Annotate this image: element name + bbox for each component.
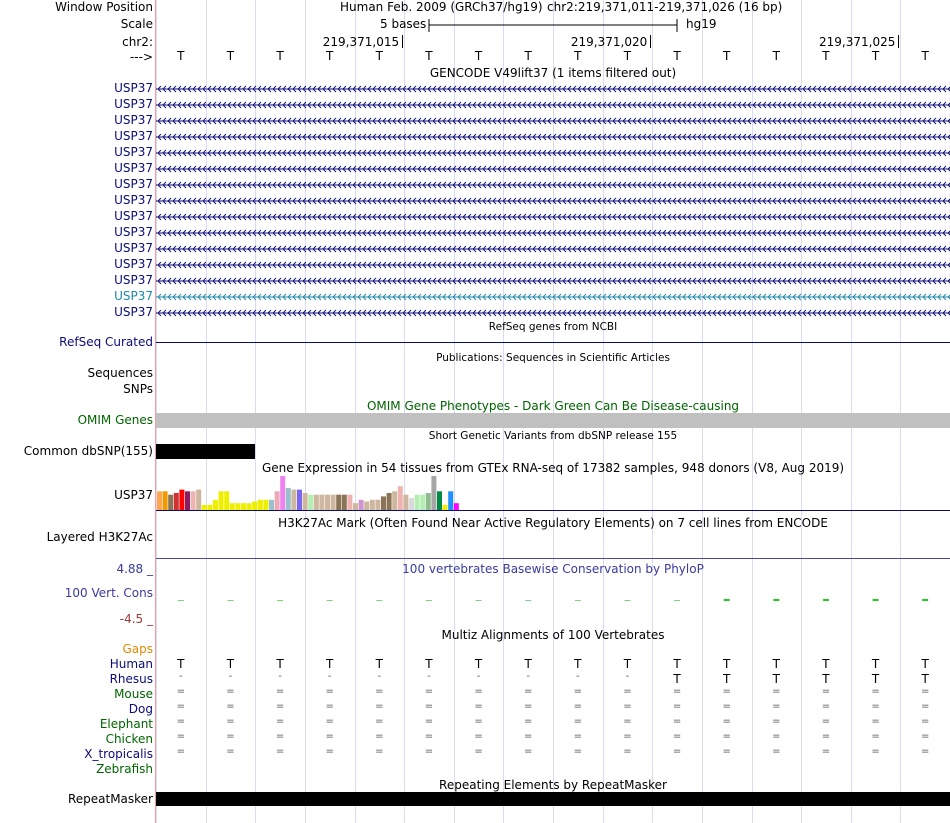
multiz-base: = bbox=[672, 701, 682, 712]
refseq-label[interactable]: RefSeq Curated bbox=[59, 335, 153, 349]
gtex-tissue-bar[interactable] bbox=[297, 490, 302, 510]
gtex-tissue-bar[interactable] bbox=[437, 491, 442, 510]
gencode-gene-label[interactable]: USP37 bbox=[114, 81, 153, 95]
multiz-gaps-label[interactable]: Gaps bbox=[122, 642, 153, 656]
gtex-tissue-bar[interactable] bbox=[375, 500, 380, 510]
scale-text: 5 bases bbox=[380, 17, 427, 31]
gtex-tissue-bar[interactable] bbox=[230, 503, 235, 510]
gtex-tissue-bar[interactable] bbox=[263, 500, 268, 510]
gencode-transcript-feature[interactable] bbox=[156, 306, 950, 320]
multiz-base: = bbox=[275, 716, 285, 727]
gtex-tissue-bar[interactable] bbox=[448, 491, 453, 510]
multiz-base: = bbox=[375, 701, 384, 712]
h3k27ac-label[interactable]: Layered H3K27Ac bbox=[46, 530, 153, 544]
omim-title: OMIM Gene Phenotypes - Dark Green Can Be Disease-causing bbox=[366, 399, 740, 413]
multiz-base: = bbox=[722, 731, 731, 742]
multiz-base: T bbox=[921, 672, 929, 686]
dbsnp-feature[interactable] bbox=[156, 444, 255, 459]
multiz-base: = bbox=[226, 686, 235, 697]
gtex-tissue-bar[interactable] bbox=[196, 490, 201, 510]
base-letter: T bbox=[871, 49, 880, 63]
multiz-base: = bbox=[474, 686, 483, 697]
multiz-base: = bbox=[672, 686, 682, 697]
multiz-base: = bbox=[573, 731, 582, 742]
phylop-score-mark bbox=[476, 600, 482, 601]
multiz-base: = bbox=[623, 701, 632, 712]
multiz-base: T bbox=[723, 672, 731, 686]
gtex-tissue-bar[interactable] bbox=[314, 495, 319, 510]
multiz-base: = bbox=[375, 686, 384, 697]
phylop-score-mark bbox=[227, 600, 233, 601]
multiz-base: = bbox=[772, 686, 781, 697]
multiz-base: T bbox=[772, 657, 780, 671]
multiz-base: = bbox=[573, 746, 582, 757]
gtex-tissue-bar[interactable] bbox=[202, 505, 207, 510]
multiz-base: = bbox=[424, 716, 434, 727]
multiz-base: = bbox=[871, 731, 880, 742]
multiz-base: = bbox=[871, 701, 880, 712]
scale-bar bbox=[428, 17, 680, 33]
gtex-tissue-bar[interactable] bbox=[325, 495, 330, 510]
gencode-transcript-feature[interactable] bbox=[156, 98, 950, 112]
ruler-tick-label: 219,371,025 bbox=[819, 35, 896, 49]
multiz-base: T bbox=[474, 657, 483, 671]
gencode-transcript-feature[interactable] bbox=[156, 114, 950, 128]
gtex-tissue-bar[interactable] bbox=[258, 500, 263, 510]
phylop-score-mark bbox=[724, 599, 730, 601]
gencode-gene-label[interactable]: USP37 bbox=[114, 257, 153, 271]
gtex-tissue-bar[interactable] bbox=[163, 491, 168, 510]
gtex-tissue-bar[interactable] bbox=[224, 491, 229, 510]
gencode-gene-label[interactable]: USP37 bbox=[114, 225, 153, 239]
multiz-base: = bbox=[821, 701, 831, 712]
dbsnp-title: Short Genetic Variants from dbSNP release 155 bbox=[428, 430, 678, 442]
phylop-score-mark bbox=[525, 600, 531, 601]
multiz-base: T bbox=[822, 657, 830, 671]
gencode-transcript-feature[interactable] bbox=[156, 290, 950, 304]
multiz-base: = bbox=[672, 716, 682, 727]
gtex-tissue-bar[interactable] bbox=[353, 503, 358, 510]
gtex-tissue-bar[interactable] bbox=[252, 502, 257, 511]
gtex-tissue-bar[interactable] bbox=[398, 486, 403, 510]
multiz-base: = bbox=[474, 731, 483, 742]
gencode-gene-label[interactable]: USP37 bbox=[114, 97, 153, 111]
multiz-base: = bbox=[722, 701, 731, 712]
strand-label: ---> bbox=[129, 50, 153, 64]
gtex-tissue-bar[interactable] bbox=[219, 491, 224, 510]
multiz-base: T bbox=[226, 657, 235, 671]
repeatmasker-label[interactable]: RepeatMasker bbox=[67, 792, 153, 806]
base-letter: T bbox=[822, 49, 830, 63]
gtex-tissue-bar[interactable] bbox=[185, 491, 190, 510]
gencode-gene-label[interactable]: USP37 bbox=[114, 289, 153, 303]
gencode-gene-label[interactable]: USP37 bbox=[114, 177, 153, 191]
multiz-base: = bbox=[920, 746, 930, 757]
gtex-tissue-bar[interactable] bbox=[387, 493, 392, 510]
multiz-base: = bbox=[176, 746, 185, 757]
gtex-tissue-bar[interactable] bbox=[403, 495, 408, 510]
multiz-base: = bbox=[176, 686, 185, 697]
gtex-tissue-bar[interactable] bbox=[431, 476, 436, 510]
gencode-transcript-feature[interactable] bbox=[156, 146, 950, 160]
gencode-transcript-feature[interactable] bbox=[156, 194, 950, 208]
multiz-base: - bbox=[228, 671, 233, 682]
multiz-base: = bbox=[772, 701, 781, 712]
gtex-tissue-bar[interactable] bbox=[381, 496, 386, 510]
gtex-tissue-bar[interactable] bbox=[342, 495, 347, 510]
gtex-tissue-bar[interactable] bbox=[319, 495, 324, 510]
multiz-base: = bbox=[375, 746, 384, 757]
multiz-base: = bbox=[474, 716, 483, 727]
multiz-base: = bbox=[523, 746, 533, 757]
multiz-base: - bbox=[526, 671, 530, 682]
multiz-base: - bbox=[327, 671, 332, 682]
phylop-score-mark bbox=[674, 600, 680, 601]
multiz-base: T bbox=[276, 657, 284, 671]
multiz-base: = bbox=[573, 716, 582, 727]
gtex-tissue-bar[interactable] bbox=[426, 493, 431, 510]
dbsnp-label[interactable]: Common dbSNP(155) bbox=[23, 444, 153, 458]
gtex-tissue-bar[interactable] bbox=[174, 493, 179, 510]
multiz-base: = bbox=[920, 701, 930, 712]
db-text: hg19 bbox=[686, 17, 717, 31]
phylop-score-mark bbox=[823, 599, 829, 601]
gtex-tissue-bar[interactable] bbox=[241, 503, 246, 510]
multiz-species-label[interactable]: Elephant bbox=[99, 717, 153, 731]
multiz-base: - bbox=[377, 671, 382, 682]
multiz-base: = bbox=[821, 686, 831, 697]
gencode-gene-label[interactable]: USP37 bbox=[114, 145, 153, 159]
multiz-base: = bbox=[226, 716, 235, 727]
gtex-tissue-bar[interactable] bbox=[213, 500, 218, 510]
multiz-base: = bbox=[375, 716, 384, 727]
multiz-base: = bbox=[623, 686, 632, 697]
gencode-gene-label[interactable]: USP37 bbox=[114, 305, 153, 319]
multiz-base: = bbox=[325, 746, 334, 757]
multiz-base: = bbox=[226, 731, 235, 742]
gencode-title: GENCODE V49lift37 (1 items filtered out) bbox=[429, 66, 677, 80]
gtex-label[interactable]: USP37 bbox=[114, 488, 153, 502]
gencode-transcript-feature[interactable] bbox=[156, 82, 950, 96]
gencode-transcript-feature[interactable] bbox=[156, 162, 950, 176]
refseq-feature[interactable] bbox=[156, 342, 950, 343]
gencode-gene-label[interactable]: USP37 bbox=[114, 129, 153, 143]
multiz-base: T bbox=[871, 657, 880, 671]
multiz-base: T bbox=[524, 657, 532, 671]
gtex-title: Gene Expression in 54 tissues from GTEx RNA-seq of 17382 samples, 948 donors (V8, Aug 2019) bbox=[261, 461, 845, 475]
gtex-tissue-bar[interactable] bbox=[157, 491, 162, 510]
gtex-tissue-bar[interactable] bbox=[347, 495, 352, 510]
gencode-transcript-feature[interactable] bbox=[156, 210, 950, 224]
gtex-tissue-bar[interactable] bbox=[286, 488, 291, 510]
multiz-species-label[interactable]: Dog bbox=[128, 702, 153, 716]
base-letter: T bbox=[921, 49, 929, 63]
gtex-tissue-bar[interactable] bbox=[303, 493, 308, 510]
multiz-base: = bbox=[722, 746, 731, 757]
gtex-tissue-bar[interactable] bbox=[331, 495, 336, 510]
multiz-base: = bbox=[325, 686, 334, 697]
gencode-transcript-feature[interactable] bbox=[156, 226, 950, 240]
gtex-tissue-bar[interactable] bbox=[409, 498, 414, 510]
gtex-tissue-bar[interactable] bbox=[415, 495, 420, 510]
gencode-transcript-feature[interactable] bbox=[156, 178, 950, 192]
multiz-base: = bbox=[325, 701, 334, 712]
gtex-tissue-bar[interactable] bbox=[269, 500, 274, 510]
multiz-base: T bbox=[673, 672, 681, 686]
multiz-base: = bbox=[523, 716, 533, 727]
gtex-tissue-bar[interactable] bbox=[336, 495, 341, 510]
phylop-score-mark bbox=[426, 600, 432, 601]
h3k27ac-baseline bbox=[156, 558, 950, 559]
phylop-track-label[interactable]: 100 Vert. Cons bbox=[64, 586, 153, 600]
gtex-tissue-bar[interactable] bbox=[235, 503, 240, 510]
multiz-base: = bbox=[424, 746, 434, 757]
multiz-base: T bbox=[723, 657, 731, 671]
multiz-base: - bbox=[576, 671, 580, 682]
multiz-base: = bbox=[573, 701, 582, 712]
multiz-base: T bbox=[871, 672, 880, 686]
base-letter: T bbox=[524, 49, 532, 63]
refseq-title: RefSeq genes from NCBI bbox=[488, 321, 618, 333]
ruler-tick-mark bbox=[650, 35, 651, 48]
multiz-base: = bbox=[474, 746, 483, 757]
base-letter: T bbox=[574, 49, 582, 63]
multiz-base: = bbox=[871, 716, 880, 727]
gtex-tissue-bar[interactable] bbox=[280, 476, 285, 510]
phylop-score-mark bbox=[178, 600, 184, 601]
gencode-gene-label[interactable]: USP37 bbox=[114, 113, 153, 127]
repeatmasker-title: Repeating Elements by RepeatMasker bbox=[439, 778, 667, 792]
multiz-species-label[interactable]: Rhesus bbox=[109, 672, 153, 686]
multiz-base: T bbox=[375, 657, 383, 671]
assembly-text: Human Feb. 2009 (GRCh37/hg19) bbox=[340, 0, 543, 14]
phylop-score-mark bbox=[624, 600, 630, 601]
multiz-base: = bbox=[920, 716, 930, 727]
multiz-base: = bbox=[325, 716, 334, 727]
multiz-base: = bbox=[176, 716, 185, 727]
multiz-base: T bbox=[822, 672, 830, 686]
phylop-score-mark bbox=[277, 600, 283, 601]
multiz-base: = bbox=[523, 686, 533, 697]
multiz-base: T bbox=[177, 657, 185, 671]
base-letter: T bbox=[723, 49, 731, 63]
phylop-plot[interactable] bbox=[156, 596, 950, 604]
multiz-base: = bbox=[920, 731, 930, 742]
ruler-tick-label: 219,371,015 bbox=[322, 35, 400, 49]
phylop-score-mark bbox=[327, 600, 333, 601]
multiz-base: = bbox=[275, 701, 285, 712]
multiz-base: = bbox=[772, 716, 781, 727]
multiz-base: = bbox=[226, 701, 235, 712]
gtex-tissue-bar[interactable] bbox=[420, 495, 425, 510]
multiz-title: Multiz Alignments of 100 Vertebrates bbox=[441, 628, 665, 642]
multiz-base: = bbox=[821, 716, 831, 727]
ruler-tick-label: 219,371,020 bbox=[570, 35, 648, 49]
gtex-tissue-bar[interactable] bbox=[207, 505, 212, 510]
gtex-tissue-bar[interactable] bbox=[308, 495, 313, 510]
multiz-base: T bbox=[921, 657, 929, 671]
ruler-tick-mark bbox=[402, 35, 403, 48]
gtex-tissue-bar[interactable] bbox=[247, 503, 252, 510]
multiz-base: - bbox=[278, 671, 282, 682]
multiz-base: = bbox=[871, 746, 880, 757]
multiz-species-label[interactable]: Mouse bbox=[114, 687, 153, 701]
gencode-gene-label[interactable]: USP37 bbox=[114, 273, 153, 287]
base-letter: T bbox=[177, 49, 185, 63]
phylop-score-mark bbox=[773, 599, 779, 601]
base-letter: T bbox=[226, 49, 235, 63]
gtex-tissue-bar[interactable] bbox=[454, 503, 459, 510]
multiz-species-label[interactable]: Zebrafish bbox=[96, 762, 153, 776]
multiz-base: - bbox=[476, 671, 481, 682]
gencode-transcript-feature[interactable] bbox=[156, 242, 950, 256]
multiz-base: = bbox=[275, 731, 285, 742]
gencode-transcript-feature[interactable] bbox=[156, 274, 950, 288]
multiz-base: = bbox=[772, 731, 781, 742]
multiz-base: = bbox=[275, 686, 285, 697]
multiz-base: T bbox=[772, 672, 780, 686]
gtex-tissue-bar[interactable] bbox=[443, 505, 448, 510]
base-letter: T bbox=[474, 49, 483, 63]
multiz-base: - bbox=[625, 671, 630, 682]
multiz-base: - bbox=[427, 671, 431, 682]
phylop-score-mark bbox=[575, 600, 581, 601]
multiz-base: = bbox=[523, 701, 533, 712]
base-letter: T bbox=[673, 49, 681, 63]
gtex-tissue-bar[interactable] bbox=[392, 491, 397, 510]
publications-snps-label[interactable]: SNPs bbox=[123, 382, 153, 396]
multiz-base: = bbox=[821, 731, 831, 742]
multiz-base: = bbox=[672, 746, 682, 757]
gencode-gene-label[interactable]: USP37 bbox=[114, 193, 153, 207]
multiz-base: = bbox=[275, 746, 285, 757]
multiz-base: = bbox=[474, 701, 483, 712]
scale-label: Scale bbox=[120, 17, 153, 31]
multiz-base: = bbox=[623, 716, 632, 727]
gtex-bar-chart[interactable] bbox=[156, 474, 950, 512]
gencode-transcript-feature[interactable] bbox=[156, 258, 950, 272]
publications-title: Publications: Sequences in Scientific Articles bbox=[436, 352, 670, 364]
window-position-label: Window Position bbox=[55, 0, 153, 14]
ruler-tick-mark bbox=[898, 35, 899, 48]
multiz-base: T bbox=[425, 657, 433, 671]
omim-label[interactable]: OMIM Genes bbox=[77, 413, 153, 427]
multiz-base: = bbox=[226, 746, 235, 757]
phylop-max-label: 4.88 _ bbox=[116, 562, 153, 576]
multiz-base: = bbox=[772, 746, 781, 757]
multiz-base: = bbox=[176, 701, 185, 712]
gencode-gene-label[interactable]: USP37 bbox=[114, 241, 153, 255]
multiz-base: = bbox=[871, 686, 880, 697]
gtex-tissue-bar[interactable] bbox=[291, 490, 296, 510]
gencode-transcript-feature[interactable] bbox=[156, 130, 950, 144]
multiz-species-label[interactable]: X_tropicalis bbox=[84, 747, 153, 761]
multiz-base: = bbox=[424, 701, 434, 712]
multiz-base: = bbox=[375, 731, 384, 742]
phylop-min-label: -4.5 _ bbox=[119, 612, 153, 626]
multiz-base: = bbox=[623, 731, 632, 742]
multiz-base: = bbox=[573, 686, 582, 697]
multiz-base: = bbox=[920, 686, 930, 697]
multiz-base: = bbox=[424, 686, 434, 697]
gtex-tissue-bar[interactable] bbox=[359, 500, 364, 510]
multiz-base: = bbox=[722, 686, 731, 697]
multiz-base: = bbox=[821, 746, 831, 757]
phylop-score-mark bbox=[873, 599, 879, 601]
h3k27ac-title: H3K27Ac Mark (Often Found Near Active Regulatory Elements) on 7 cell lines from ENCODE bbox=[278, 516, 828, 530]
omim-feature[interactable] bbox=[156, 413, 950, 428]
gtex-tissue-bar[interactable] bbox=[364, 502, 369, 511]
repeatmasker-feature[interactable] bbox=[156, 792, 950, 806]
gtex-tissue-bar[interactable] bbox=[191, 491, 196, 510]
phylop-score-mark bbox=[376, 600, 382, 601]
base-letter: T bbox=[326, 49, 334, 63]
multiz-base: T bbox=[673, 657, 681, 671]
multiz-base: T bbox=[623, 657, 632, 671]
multiz-base: = bbox=[722, 716, 731, 727]
phylop-score-mark bbox=[922, 599, 928, 601]
gencode-gene-label[interactable]: USP37 bbox=[114, 161, 153, 175]
multiz-species-label[interactable]: Human bbox=[109, 657, 153, 671]
base-letter: T bbox=[623, 49, 632, 63]
multiz-base: - bbox=[179, 671, 183, 682]
gencode-gene-label[interactable]: USP37 bbox=[114, 209, 153, 223]
gtex-tissue-bar[interactable] bbox=[179, 490, 184, 510]
position-text: chr2:219,371,011-219,371,026 (16 bp) bbox=[547, 0, 783, 14]
gtex-tissue-bar[interactable] bbox=[168, 495, 173, 510]
multiz-base: = bbox=[176, 731, 185, 742]
gtex-tissue-bar[interactable] bbox=[275, 491, 280, 510]
base-letter: T bbox=[375, 49, 383, 63]
multiz-base: = bbox=[424, 731, 434, 742]
multiz-base: T bbox=[326, 657, 334, 671]
publications-sequences-label[interactable]: Sequences bbox=[87, 366, 153, 380]
multiz-base: = bbox=[523, 731, 533, 742]
multiz-base: = bbox=[623, 746, 632, 757]
base-letter: T bbox=[425, 49, 433, 63]
multiz-base: = bbox=[325, 731, 334, 742]
multiz-species-label[interactable]: Chicken bbox=[105, 732, 153, 746]
chrom-label: chr2: bbox=[122, 35, 153, 49]
phylop-title: 100 vertebrates Basewise Conservation by PhyloP bbox=[402, 562, 704, 576]
base-letter: T bbox=[772, 49, 780, 63]
base-letter: T bbox=[276, 49, 284, 63]
gtex-tissue-bar[interactable] bbox=[370, 500, 375, 510]
multiz-base: = bbox=[672, 731, 682, 742]
multiz-base: T bbox=[574, 657, 582, 671]
